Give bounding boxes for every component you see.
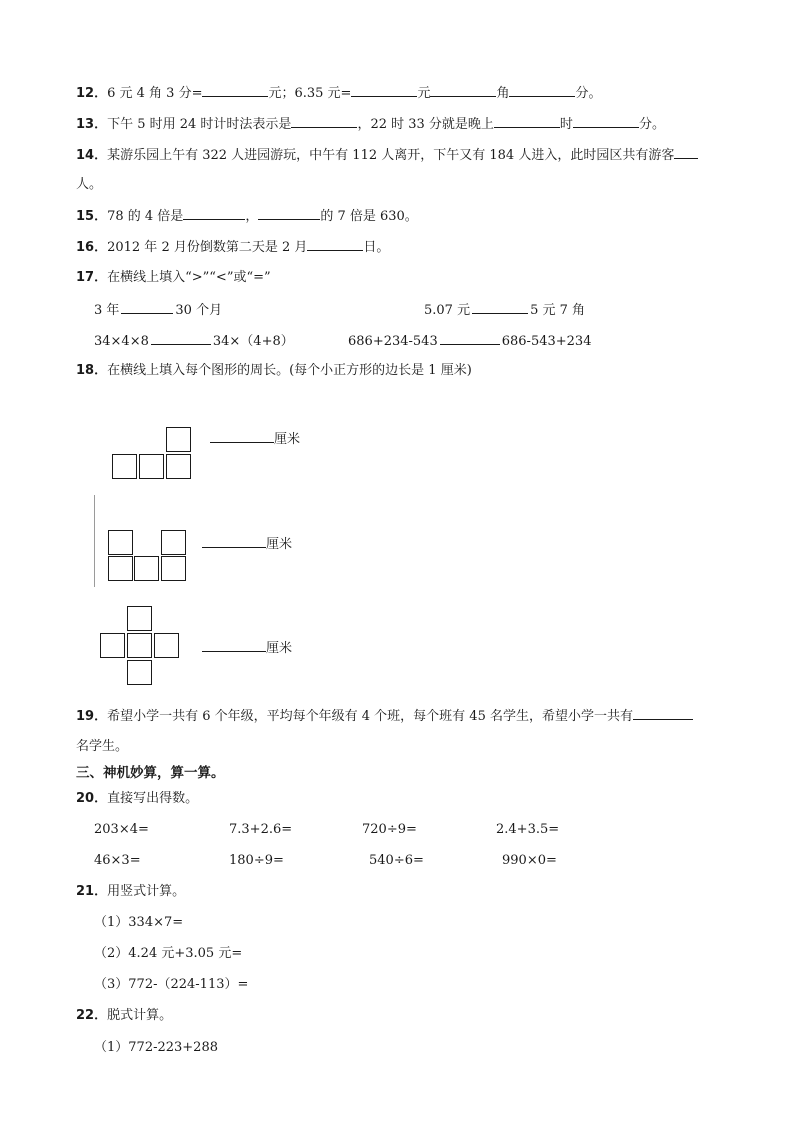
- question-text: 2012 年 2 月份倒数第二天是 2 月: [107, 240, 308, 255]
- question-text: 元；6.35 元=: [268, 86, 352, 101]
- unit-square: [112, 454, 137, 479]
- compare-left: 34×4×8: [94, 334, 149, 349]
- answer-blank[interactable]: [202, 639, 266, 652]
- calc-item: 180÷9=: [229, 853, 284, 868]
- unit-square: [161, 530, 186, 555]
- question-number: 20．: [76, 791, 108, 806]
- question-number: 16．: [76, 240, 108, 255]
- figure-l-shape: [112, 427, 194, 483]
- unit-label: 厘米: [274, 432, 301, 447]
- compare-right: 5 元 7 角: [530, 303, 586, 318]
- sub-question: （2）4.24 元+3.05 元=: [94, 946, 243, 961]
- question-text: 用竖式计算。: [107, 884, 186, 899]
- unit-square: [127, 633, 152, 658]
- question-text: 元: [417, 86, 431, 101]
- figure-cross-shape: [100, 606, 181, 687]
- question-15: [76, 207, 418, 226]
- compare-item-d: [348, 332, 591, 351]
- answer-blank[interactable]: [440, 332, 500, 345]
- sub-question: （1）334×7=: [94, 915, 184, 930]
- question-12: [76, 84, 602, 103]
- margin-rule: [94, 495, 95, 587]
- answer-blank[interactable]: [151, 332, 211, 345]
- calc-item: 720÷9=: [362, 822, 417, 837]
- question-text: 名学生。: [76, 739, 129, 754]
- question-number: 13．: [76, 117, 108, 132]
- answer-blank[interactable]: [573, 115, 639, 128]
- unit-square: [134, 556, 159, 581]
- question-text: ，22 时 33 分就是晚上: [357, 117, 494, 132]
- question-21: [76, 883, 185, 901]
- compare-item-b: [424, 301, 585, 320]
- question-17: [76, 269, 271, 287]
- answer-blank[interactable]: [472, 301, 528, 314]
- question-number: 12．: [76, 86, 108, 101]
- question-text: 下午 5 时用 24 时计时法表示是: [107, 117, 292, 132]
- compare-right: 686-543+234: [501, 334, 592, 349]
- question-14-cont: [76, 176, 102, 194]
- question-number: 18．: [76, 363, 108, 378]
- answer-blank[interactable]: [494, 115, 560, 128]
- question-text: 分。: [638, 117, 665, 132]
- question-text: 直接写出得数。: [107, 791, 199, 806]
- sub-question: （3）772-（224-113）=: [94, 977, 249, 992]
- question-text: 某游乐园上午有 322 人进园游玩，中午有 112 人离开，下午又有 184 人进入，此时园区共有游客: [107, 148, 675, 163]
- answer-blank[interactable]: [674, 146, 698, 159]
- figure-3-answer: [202, 639, 292, 658]
- question-16: [76, 238, 389, 257]
- question-text: 的 7 倍是 630。: [320, 209, 418, 224]
- answer-blank[interactable]: [291, 115, 357, 128]
- question-text: 人。: [76, 177, 103, 192]
- unit-square: [166, 454, 191, 479]
- answer-blank[interactable]: [633, 707, 693, 720]
- answer-blank[interactable]: [509, 84, 575, 97]
- unit-square: [154, 633, 179, 658]
- question-22: [76, 1007, 172, 1025]
- question-19-cont: [76, 738, 128, 756]
- answer-blank[interactable]: [258, 207, 320, 220]
- unit-square: [100, 633, 125, 658]
- calc-item: 540÷6=: [369, 853, 424, 868]
- question-number: 14．: [76, 148, 108, 163]
- question-text: 在横线上填入“>”“<”或“=”: [107, 270, 271, 285]
- figure-1-answer: [210, 430, 300, 449]
- calc-item: 7.3+2.6=: [229, 822, 293, 837]
- question-number: 22．: [76, 1008, 108, 1023]
- unit-square: [127, 660, 152, 685]
- sub-question: （1）772-223+288: [94, 1040, 218, 1055]
- question-18: [76, 362, 472, 380]
- calc-item: 46×3=: [94, 853, 141, 868]
- compare-item-c: [94, 332, 294, 351]
- compare-item-a: [94, 301, 222, 320]
- question-text: 6 元 4 角 3 分=: [107, 86, 203, 101]
- unit-square: [127, 606, 152, 631]
- unit-square: [139, 454, 164, 479]
- question-number: 21．: [76, 884, 108, 899]
- unit-square: [166, 427, 191, 452]
- question-text: 在横线上填入每个图形的周长。(每个小正方形的边长是 1 厘米): [107, 363, 472, 378]
- compare-right: 34×（4+8）: [212, 334, 294, 349]
- question-text: 日。: [363, 240, 390, 255]
- answer-blank[interactable]: [430, 84, 496, 97]
- figure-u-shape: [108, 530, 188, 583]
- answer-blank[interactable]: [183, 207, 245, 220]
- question-text: 分。: [575, 86, 602, 101]
- figure-2-answer: [202, 535, 292, 554]
- unit-square: [108, 556, 133, 581]
- section-heading: 三、神机妙算，算一算。: [76, 765, 225, 781]
- question-number: 15．: [76, 209, 108, 224]
- question-text: 角: [496, 86, 510, 101]
- question-text: 脱式计算。: [107, 1008, 173, 1023]
- question-19: [76, 707, 693, 726]
- answer-blank[interactable]: [202, 535, 266, 548]
- question-14: [76, 146, 698, 165]
- compare-right: 30 个月: [175, 303, 223, 318]
- compare-left: 5.07 元: [424, 303, 471, 318]
- answer-blank[interactable]: [351, 84, 417, 97]
- answer-blank[interactable]: [307, 238, 363, 251]
- question-13: [76, 115, 665, 134]
- calc-item: 990×0=: [502, 853, 557, 868]
- question-text: 78 的 4 倍是: [107, 209, 184, 224]
- question-number: 17．: [76, 270, 108, 285]
- question-text: 希望小学一共有 6 个年级，平均每个年级有 4 个班，每个班有 45 名学生，希望小学一共有: [107, 709, 633, 724]
- compare-left: 686+234-543: [348, 334, 438, 349]
- unit-label: 厘米: [266, 641, 293, 656]
- calc-item: 2.4+3.5=: [496, 822, 560, 837]
- question-text: 时: [559, 117, 573, 132]
- calc-item: 203×4=: [94, 822, 149, 837]
- answer-blank[interactable]: [121, 301, 173, 314]
- compare-left: 3 年: [94, 303, 120, 318]
- answer-blank[interactable]: [210, 430, 274, 443]
- question-20: [76, 790, 198, 808]
- unit-square: [108, 530, 133, 555]
- unit-square: [161, 556, 186, 581]
- question-number: 19．: [76, 709, 108, 724]
- question-text: ，: [245, 209, 259, 224]
- unit-label: 厘米: [266, 537, 293, 552]
- answer-blank[interactable]: [202, 84, 268, 97]
